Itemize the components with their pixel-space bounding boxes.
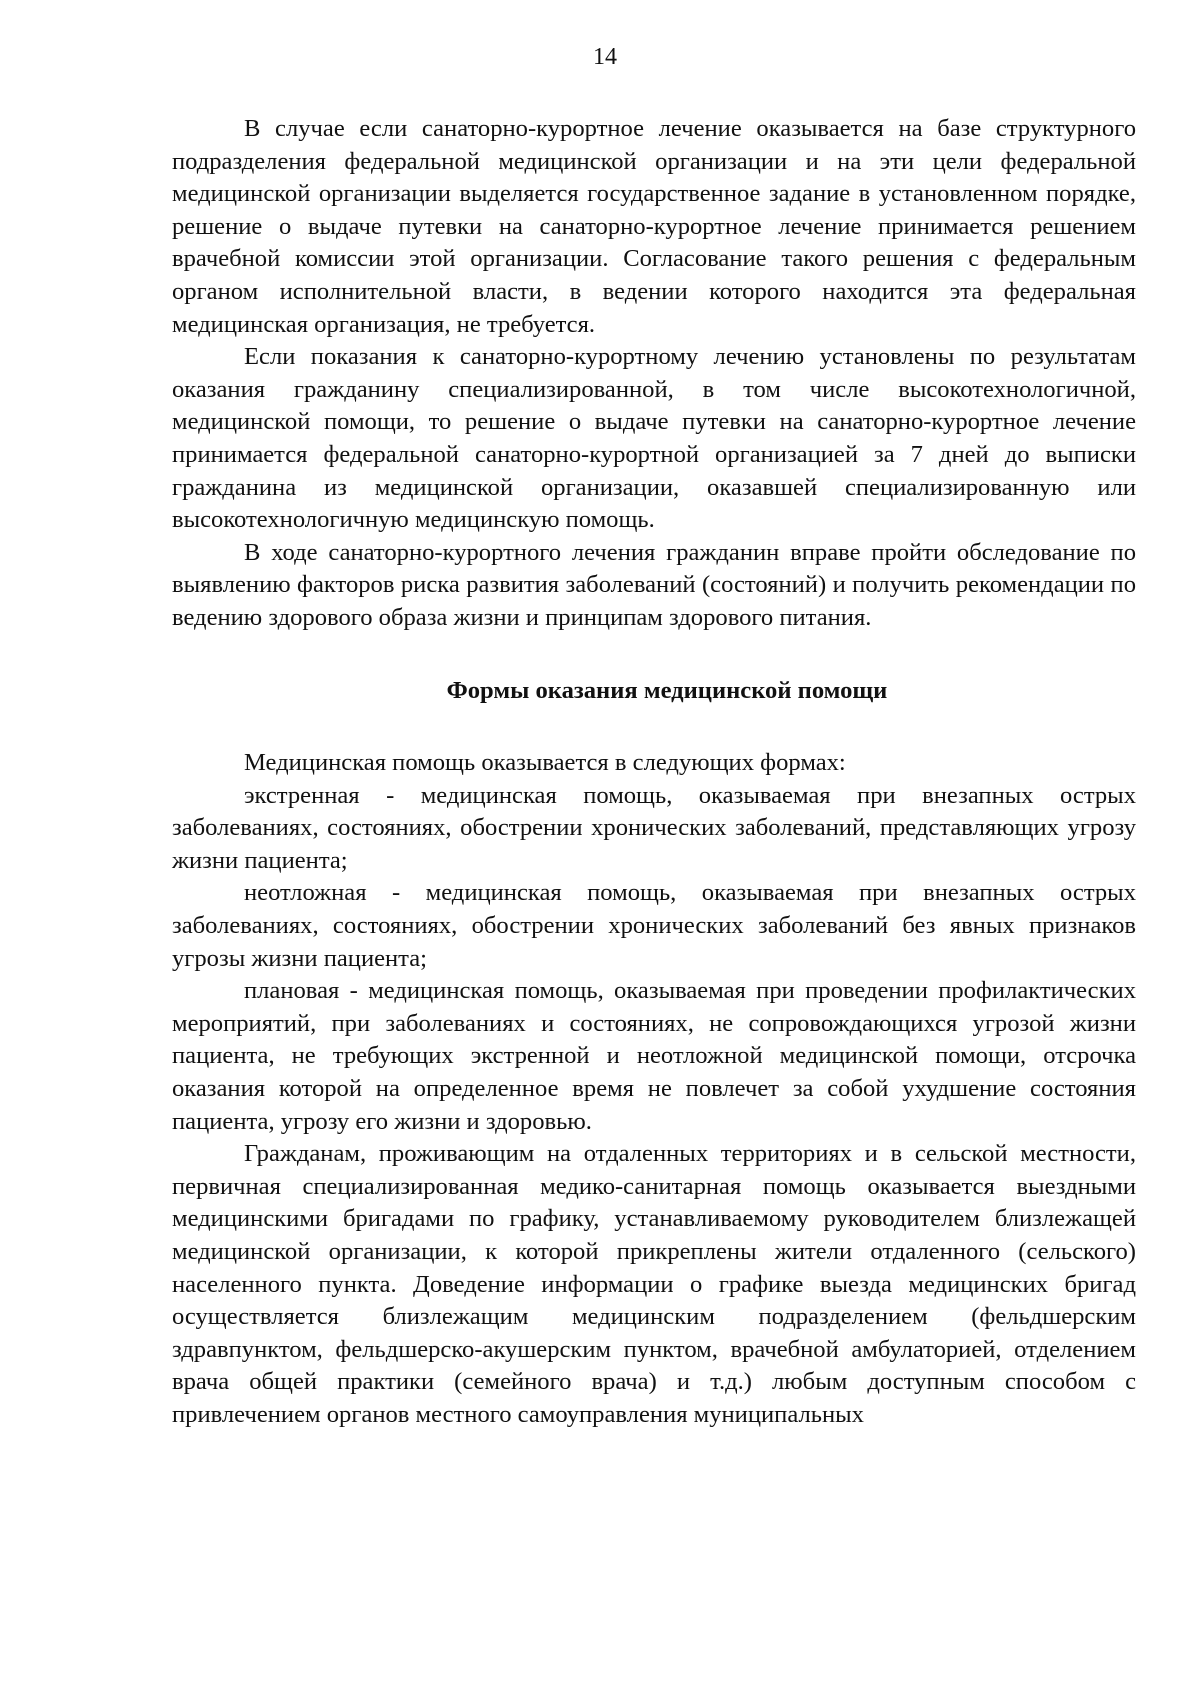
section-heading: Формы оказания медицинской помощи bbox=[446, 676, 888, 704]
form-emergency: экстренная - медицинская помощь, оказываемая при внезапных острых заболеваниях, состояниях, обострении хронических заболеваний, представляющих угрозу жизни пациента; bbox=[172, 781, 1136, 874]
forms-intro: Медицинская помощь оказывается в следующих формах: bbox=[244, 749, 846, 777]
paragraph-remote-territories: Гражданам, проживающим на отдаленных территориях и в сельской местности, первичная специализированная медико-санитарная помощь оказывается выездными медицинскими бригадами по графику, устанавливаемому руководителем близлежащей медицинской организации, к которой прикреплены жители отдаленного (сельского) населенного пункта. Доведение информации о графике выезда медицинских бригад осуществляется близлежащим медицинским подразделением (фельдшерским здравпунктом, фельдшерско-акушерским пунктом, врачебной амбулаторией, отделением врача общей практики (семейного врача) и т.д.) любым доступным способом с привлечением органов местного самоуправления муниципальных bbox=[172, 1140, 1136, 1428]
form-urgent: неотложная - медицинская помощь, оказываемая при внезапных острых заболеваниях, состояниях, обострении хронических заболеваний без явных признаков угрозы жизни пациента; bbox=[172, 879, 1136, 972]
page-number: 14 bbox=[593, 44, 617, 70]
paragraph-sanatorium-indications: Если показания к санаторно-курортному лечению установлены по результатам оказания гражданину специализированной, в том числе высокотехнологичной, медицинской помощи, то решение о выдаче путевки на санаторно-курортное лечение принимается федеральной санаторно-курортной организацией за 7 дней до выписки гражданина из медицинской организации, оказавшей специализированную или высокотехнологичную медицинскую помощь. bbox=[172, 343, 1136, 534]
paragraph-sanatorium-structural-unit: В случае если санаторно-курортное лечение оказывается на базе структурного подразделения федеральной медицинской организации и на эти цели федеральной медицинской организации выделяется государственное задание в установленном порядке, решение о выдаче путевки на санаторно-курортное лечение принимается решением врачебной комиссии этой организации. Согласование такого решения с федеральным органом исполнительной власти, в ведении которого находится эта федеральная медицинская организация, не требуется. bbox=[172, 115, 1136, 338]
form-planned: плановая - медицинская помощь, оказываемая при проведении профилактических мероприятий, при заболеваниях и состояниях, не сопровождающихся угрозой жизни пациента, не требующих экстренной и неотложной медицинской помощи, отсрочка оказания которой на определенное время не повлечет за собой ухудшение состояния пациента, угрозу его жизни и здоровью. bbox=[172, 977, 1136, 1135]
document-body bbox=[172, 113, 1136, 1432]
paragraph-sanatorium-examination: В ходе санаторно-курортного лечения гражданин вправе пройти обследование по выявлению факторов риска развития заболеваний (состояний) и получить рекомендации по ведению здорового образа жизни и принципам здорового питания. bbox=[172, 538, 1136, 631]
